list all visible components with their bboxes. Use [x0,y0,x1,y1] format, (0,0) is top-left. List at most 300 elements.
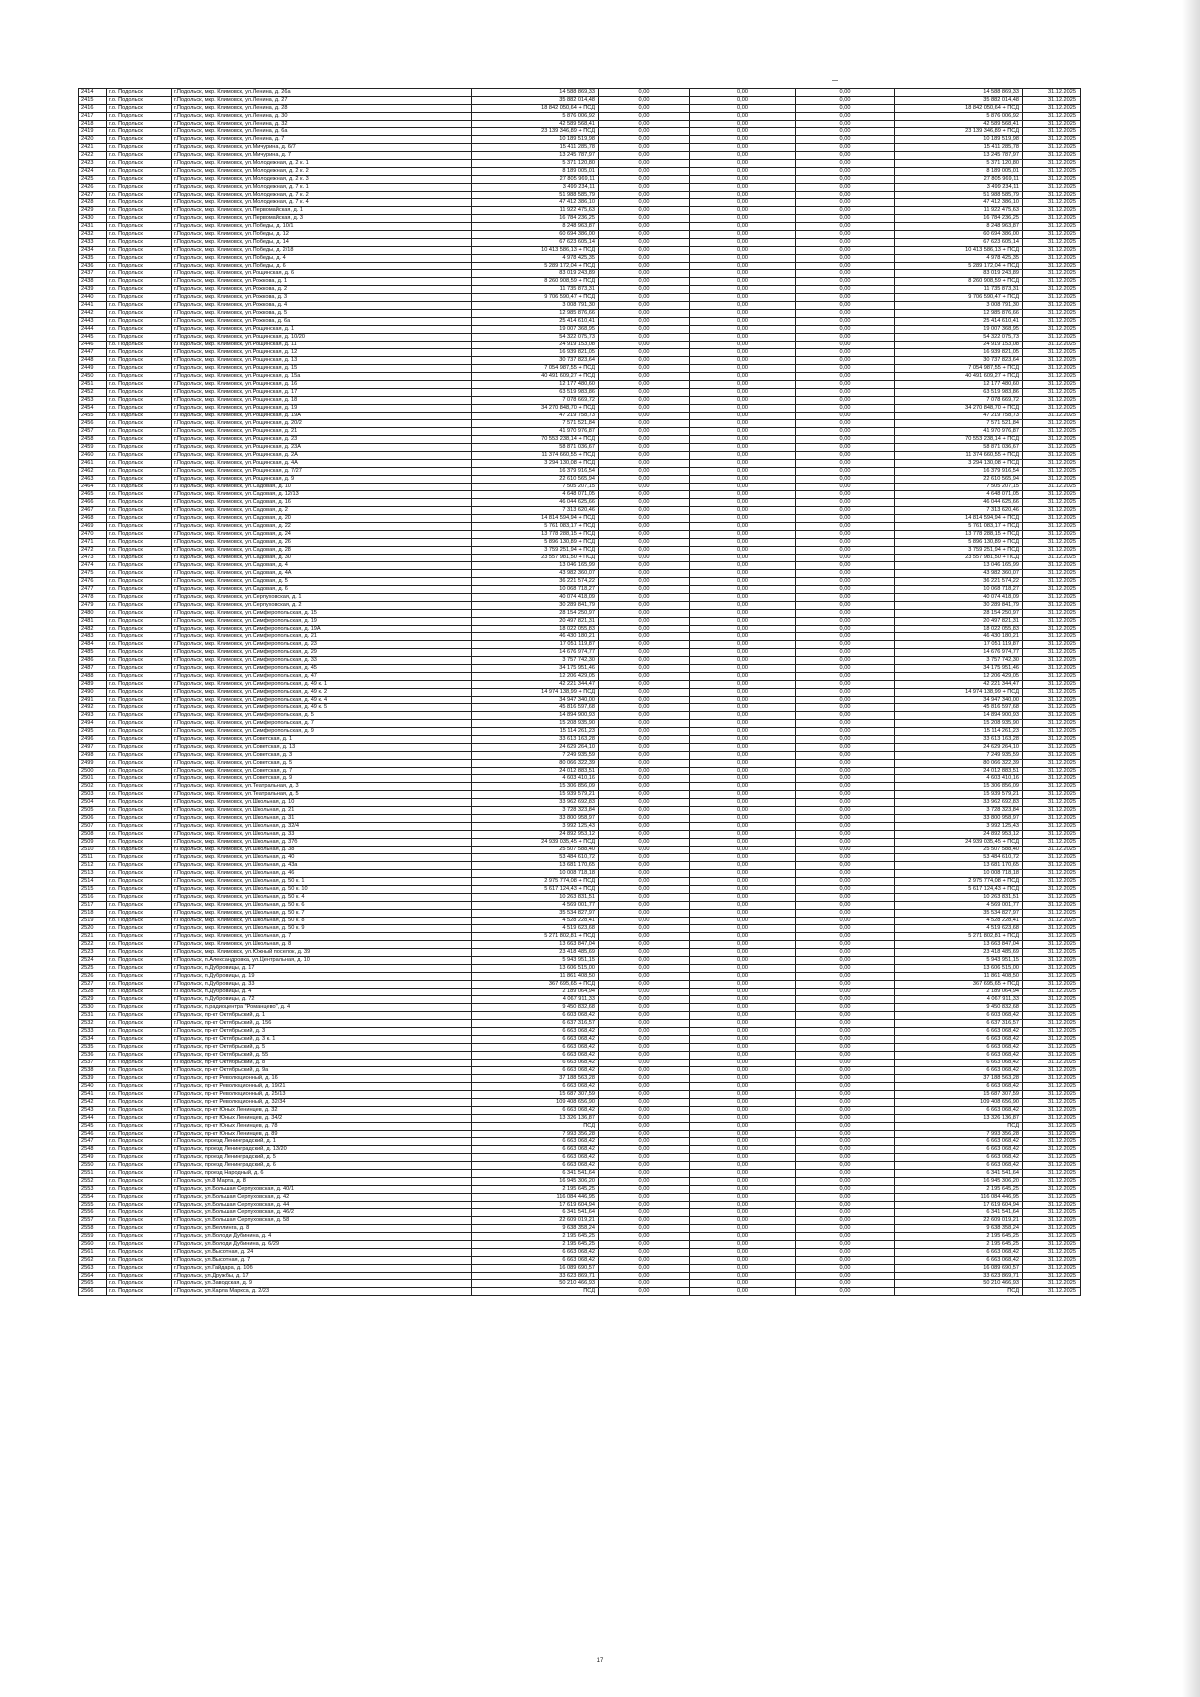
cell-date: 31.12.2025 [1023,688,1081,696]
cell-row-number: 2510 [79,846,107,854]
cell-amount: 5 617 124,43 + ПСД [472,885,599,893]
cell-value-2: 0,00 [690,633,796,641]
cell-date: 31.12.2025 [1023,665,1081,673]
cell-municipality: г.о. Подольск [107,680,172,688]
cell-municipality: г.о. Подольск [107,1248,172,1256]
cell-total: 6 663 068,42 [895,1067,1023,1075]
cell-value-2: 0,00 [690,964,796,972]
cell-municipality: г.о. Подольск [107,1059,172,1067]
table-row [79,1067,1081,1075]
cell-address: г.Подольск, мкр. Климовск, ул.Рощинская, д. 4А [172,459,472,467]
cell-value-2: 0,00 [690,641,796,649]
cell-row-number: 2490 [79,688,107,696]
cell-date: 31.12.2025 [1023,570,1081,578]
cell-date: 31.12.2025 [1023,1004,1081,1012]
table-row [79,522,1081,530]
table-row [79,246,1081,254]
table-row [79,388,1081,396]
cell-value-1: 0,00 [599,1170,690,1178]
cell-amount: 35 882 014,48 [472,96,599,104]
cell-municipality: г.о. Подольск [107,609,172,617]
cell-municipality: г.о. Подольск [107,499,172,507]
cell-date: 31.12.2025 [1023,491,1081,499]
cell-date: 31.12.2025 [1023,444,1081,452]
cell-municipality: г.о. Подольск [107,783,172,791]
cell-total: 25 414 610,41 [895,317,1023,325]
cell-amount: 35 534 827,97 [472,909,599,917]
cell-address: г.Подольск, мкр. Климовск, ул.Южный поселок, д. 39 [172,949,472,957]
cell-value-1: 0,00 [599,294,690,302]
cell-value-3: 0,00 [796,783,895,791]
cell-municipality: г.о. Подольск [107,878,172,886]
cell-municipality: г.о. Подольск [107,688,172,696]
cell-amount: 5 876 006,92 [472,112,599,120]
cell-total: 40 491 609,27 + ПСД [895,373,1023,381]
cell-date: 31.12.2025 [1023,901,1081,909]
cell-address: г.Подольск, мкр. Климовск, ул.Школьная, д. 7 [172,933,472,941]
cell-value-2: 0,00 [690,515,796,523]
cell-value-3: 0,00 [796,246,895,254]
table-row [79,1185,1081,1193]
cell-amount: 33 800 958,97 [472,814,599,822]
cell-total: 11 735 873,31 [895,286,1023,294]
cell-value-1: 0,00 [599,215,690,223]
cell-amount: 40 491 609,27 + ПСД [472,373,599,381]
cell-value-1: 0,00 [599,144,690,152]
cell-total: 7 993 356,28 [895,1130,1023,1138]
cell-address: г.Подольск, мкр. Климовск, ул.Рощинская, д. 23 [172,436,472,444]
cell-date: 31.12.2025 [1023,1177,1081,1185]
cell-date: 31.12.2025 [1023,1075,1081,1083]
cell-value-2: 0,00 [690,941,796,949]
cell-address: г.Подольск, мкр. Климовск, ул.Симферопольская, д. 9 [172,728,472,736]
cell-date: 31.12.2025 [1023,420,1081,428]
cell-row-number: 2447 [79,349,107,357]
table-row [79,594,1081,602]
cell-row-number: 2500 [79,767,107,775]
cell-municipality: г.о. Подольск [107,538,172,546]
cell-total: 34 175 951,46 [895,665,1023,673]
cell-value-3: 0,00 [796,365,895,373]
cell-date: 31.12.2025 [1023,1193,1081,1201]
cell-value-1: 0,00 [599,1027,690,1035]
cell-value-2: 0,00 [690,412,796,420]
cell-address: г.Подольск, мкр. Климовск, ул.Симферопольская, д. 19А [172,625,472,633]
cell-value-1: 0,00 [599,633,690,641]
cell-amount: 42 221 344,47 [472,680,599,688]
cell-total: 13 681 170,65 [895,862,1023,870]
cell-total: 3 992 125,43 [895,822,1023,830]
cell-total: 46 044 625,66 [895,499,1023,507]
cell-row-number: 2470 [79,530,107,538]
table-row [79,420,1081,428]
cell-date: 31.12.2025 [1023,538,1081,546]
table-row [79,160,1081,168]
cell-row-number: 2553 [79,1185,107,1193]
cell-row-number: 2420 [79,136,107,144]
cell-address: г.Подольск, мкр. Климовск, ул.Молодежная, д. 2 к. 3 [172,175,472,183]
cell-row-number: 2545 [79,1122,107,1130]
cell-total: 12 985 876,66 [895,309,1023,317]
cell-date: 31.12.2025 [1023,601,1081,609]
cell-amount: 3 499 234,11 [472,183,599,191]
cell-total: 3 759 251,94 + ПСД [895,546,1023,554]
cell-amount: 13 778 288,15 + ПСД [472,530,599,538]
cell-value-3: 0,00 [796,712,895,720]
cell-total: 9 450 832,68 [895,1004,1023,1012]
cell-value-1: 0,00 [599,594,690,602]
cell-municipality: г.о. Подольск [107,89,172,97]
cell-address: г.Подольск, мкр. Климовск, ул.Молодежная, д. 2 к. 2 [172,167,472,175]
cell-value-2: 0,00 [690,1146,796,1154]
cell-total: 2 975 774,08 + ПСД [895,878,1023,886]
cell-value-2: 0,00 [690,570,796,578]
cell-address: г.Подольск, мкр. Климовск, ул.Школьная, д. 50 к. 4 [172,893,472,901]
cell-value-3: 0,00 [796,1177,895,1185]
cell-total: 11 861 408,50 [895,972,1023,980]
cell-row-number: 2502 [79,783,107,791]
cell-row-number: 2459 [79,444,107,452]
cell-municipality: г.о. Подольск [107,507,172,515]
cell-value-3: 0,00 [796,949,895,957]
cell-amount: 14 814 594,94 + ПСД [472,515,599,523]
cell-address: г.Подольск, мкр. Климовск, ул.Рощинская, д. 18 [172,396,472,404]
cell-row-number: 2489 [79,680,107,688]
cell-municipality: г.о. Подольск [107,349,172,357]
cell-value-1: 0,00 [599,1225,690,1233]
cell-municipality: г.о. Подольск [107,949,172,957]
table-row [79,996,1081,1004]
cell-row-number: 2464 [79,483,107,491]
cell-value-3: 0,00 [796,728,895,736]
cell-row-number: 2546 [79,1130,107,1138]
cell-value-2: 0,00 [690,1004,796,1012]
cell-amount: 6 663 068,42 [472,1106,599,1114]
cell-total: 6 663 068,42 [895,1043,1023,1051]
cell-total: 30 737 823,64 [895,357,1023,365]
table-row [79,396,1081,404]
cell-amount: 8 260 908,59 + ПСД [472,278,599,286]
cell-value-3: 0,00 [796,167,895,175]
cell-value-2: 0,00 [690,846,796,854]
cell-value-2: 0,00 [690,1280,796,1288]
cell-total: 14 814 594,94 + ПСД [895,515,1023,523]
cell-value-3: 0,00 [796,1075,895,1083]
cell-value-3: 0,00 [796,199,895,207]
cell-row-number: 2564 [79,1272,107,1280]
cell-municipality: г.о. Подольск [107,1146,172,1154]
cell-amount: 9 706 590,47 + ПСД [472,294,599,302]
cell-value-1: 0,00 [599,207,690,215]
cell-row-number: 2451 [79,380,107,388]
table-row [79,570,1081,578]
table-row [79,704,1081,712]
cell-value-1: 0,00 [599,870,690,878]
table-row [79,1099,1081,1107]
cell-value-3: 0,00 [796,1059,895,1067]
cell-address: г.Подольск, мкр. Климовск, ул.Симферопольская, д. 21 [172,633,472,641]
cell-municipality: г.о. Подольск [107,144,172,152]
cell-row-number: 2452 [79,388,107,396]
cell-total: 3 757 742,30 [895,657,1023,665]
cell-amount: 3 992 125,43 [472,822,599,830]
cell-address: г.Подольск, п.Александровка, ул.Центральная, д. 10 [172,956,472,964]
cell-date: 31.12.2025 [1023,1035,1081,1043]
cell-total: 13 326 136,87 [895,1114,1023,1122]
cell-value-3: 0,00 [796,759,895,767]
cell-date: 31.12.2025 [1023,522,1081,530]
cell-amount: 15 114 261,23 [472,728,599,736]
cell-value-1: 0,00 [599,830,690,838]
cell-date: 31.12.2025 [1023,672,1081,680]
cell-value-1: 0,00 [599,246,690,254]
cell-address: г.Подольск, мкр. Климовск, ул.Рощинская, д. 7/27 [172,467,472,475]
cell-value-1: 0,00 [599,357,690,365]
cell-address: г.Подольск, мкр. Климовск, ул.Садовая, д. 4 [172,562,472,570]
cell-row-number: 2544 [79,1114,107,1122]
cell-municipality: г.о. Подольск [107,1233,172,1241]
cell-total: 4 519 623,68 [895,925,1023,933]
cell-amount: 9 638 358,24 [472,1225,599,1233]
cell-amount: 47 219 758,73 [472,412,599,420]
cell-value-3: 0,00 [796,893,895,901]
cell-date: 31.12.2025 [1023,223,1081,231]
cell-total: 15 208 935,90 [895,720,1023,728]
cell-value-3: 0,00 [796,309,895,317]
cell-value-1: 0,00 [599,428,690,436]
cell-address: г.Подольск, мкр. Климовск, ул.Рощинская, д. 23А [172,444,472,452]
cell-row-number: 2476 [79,578,107,586]
cell-amount: 16 379 916,54 [472,467,599,475]
cell-value-1: 0,00 [599,365,690,373]
cell-total: 33 962 692,83 [895,799,1023,807]
cell-municipality: г.о. Подольск [107,665,172,673]
cell-address: г.Подольск, мкр. Климовск, ул.Симферопольская, д. 7 [172,720,472,728]
cell-municipality: г.о. Подольск [107,854,172,862]
cell-date: 31.12.2025 [1023,917,1081,925]
cell-date: 31.12.2025 [1023,1146,1081,1154]
cell-amount: 15 939 579,21 [472,791,599,799]
cell-value-2: 0,00 [690,767,796,775]
cell-date: 31.12.2025 [1023,554,1081,562]
cell-amount: 4 648 071,05 [472,491,599,499]
cell-date: 31.12.2025 [1023,144,1081,152]
cell-municipality: г.о. Подольск [107,657,172,665]
cell-date: 31.12.2025 [1023,365,1081,373]
cell-total: 6 663 068,42 [895,1051,1023,1059]
cell-address: г.Подольск, проезд Ленинградский, д. 13/20 [172,1146,472,1154]
cell-row-number: 2481 [79,617,107,625]
cell-value-1: 0,00 [599,657,690,665]
cell-value-1: 0,00 [599,483,690,491]
cell-value-3: 0,00 [796,262,895,270]
cell-value-1: 0,00 [599,578,690,586]
table-row [79,625,1081,633]
cell-address: г.Подольск, мкр. Климовск, ул.Победы, д. 2/18 [172,246,472,254]
cell-value-2: 0,00 [690,649,796,657]
cell-date: 31.12.2025 [1023,1130,1081,1138]
cell-amount: 5 371 120,80 [472,160,599,168]
cell-address: г.Подольск, пр-кт Юных Ленинцев, д. 34/2 [172,1114,472,1122]
cell-address: г.Подольск, ул.Большая Серпуховская, д. 40/1 [172,1185,472,1193]
cell-municipality: г.о. Подольск [107,451,172,459]
cell-row-number: 2506 [79,814,107,822]
table-row [79,1288,1081,1296]
cell-value-1: 0,00 [599,396,690,404]
cell-amount: 15 411 285,78 [472,144,599,152]
cell-value-3: 0,00 [796,1225,895,1233]
cell-value-3: 0,00 [796,215,895,223]
cell-municipality: г.о. Подольск [107,728,172,736]
cell-value-3: 0,00 [796,223,895,231]
cell-row-number: 2477 [79,586,107,594]
cell-value-2: 0,00 [690,1288,796,1296]
cell-value-2: 0,00 [690,972,796,980]
table-row [79,1209,1081,1217]
cell-value-2: 0,00 [690,1035,796,1043]
cell-total: 4 067 911,33 [895,996,1023,1004]
cell-address: г.Подольск, мкр. Климовск, ул.Школьная, д. 32/4 [172,822,472,830]
table-row [79,578,1081,586]
cell-total: 8 248 963,87 [895,223,1023,231]
cell-value-1: 0,00 [599,665,690,673]
cell-address: г.Подольск, мкр. Климовск, ул.Советская, д. 3 [172,751,472,759]
cell-value-1: 0,00 [599,846,690,854]
cell-address: г.Подольск, мкр. Климовск, ул.Рожкова, д. 3 [172,294,472,302]
cell-value-2: 0,00 [690,1185,796,1193]
cell-municipality: г.о. Подольск [107,972,172,980]
cell-value-3: 0,00 [796,412,895,420]
cell-address: г.Подольск, пр-кт Революционный, д. 19/21 [172,1083,472,1091]
cell-value-3: 0,00 [796,491,895,499]
cell-value-3: 0,00 [796,507,895,515]
table-row [79,925,1081,933]
cell-value-2: 0,00 [690,783,796,791]
cell-total: 6 663 068,42 [895,1083,1023,1091]
cell-value-2: 0,00 [690,1248,796,1256]
cell-value-2: 0,00 [690,483,796,491]
cell-value-2: 0,00 [690,704,796,712]
cell-row-number: 2423 [79,160,107,168]
cell-amount: 6 663 068,42 [472,1059,599,1067]
cell-row-number: 2499 [79,759,107,767]
cell-address: г.Подольск, мкр. Климовск, ул.Садовая, д. 20 [172,515,472,523]
cell-date: 31.12.2025 [1023,396,1081,404]
cell-date: 31.12.2025 [1023,925,1081,933]
cell-municipality: г.о. Подольск [107,751,172,759]
cell-amount: 3 759 251,94 + ПСД [472,546,599,554]
cell-amount: 6 663 068,42 [472,1083,599,1091]
table-row [79,688,1081,696]
cell-value-2: 0,00 [690,680,796,688]
cell-value-2: 0,00 [690,988,796,996]
cell-row-number: 2551 [79,1170,107,1178]
cell-value-3: 0,00 [796,988,895,996]
cell-date: 31.12.2025 [1023,933,1081,941]
cell-amount: 7 571 521,84 [472,420,599,428]
cell-address: г.Подольск, пр-кт Юных Ленинцев, д. 32 [172,1106,472,1114]
cell-value-3: 0,00 [796,396,895,404]
cell-total: 5 896 130,89 + ПСД [895,538,1023,546]
cell-value-2: 0,00 [690,901,796,909]
cell-value-2: 0,00 [690,1099,796,1107]
table-row [79,317,1081,325]
cell-value-2: 0,00 [690,617,796,625]
cell-date: 31.12.2025 [1023,1280,1081,1288]
cell-value-3: 0,00 [796,112,895,120]
cell-value-1: 0,00 [599,436,690,444]
cell-address: г.Подольск, мкр. Климовск, ул.Мичурина, д. 7 [172,152,472,160]
cell-value-1: 0,00 [599,988,690,996]
cell-amount: 4 528 228,41 [472,917,599,925]
cell-value-3: 0,00 [796,917,895,925]
cell-address: г.Подольск, мкр. Климовск, ул.Садовая, д. 5 [172,578,472,586]
cell-row-number: 2448 [79,357,107,365]
cell-municipality: г.о. Подольск [107,412,172,420]
cell-value-2: 0,00 [690,294,796,302]
cell-value-3: 0,00 [796,1114,895,1122]
cell-value-2: 0,00 [690,1162,796,1170]
cell-value-2: 0,00 [690,325,796,333]
cell-value-3: 0,00 [796,964,895,972]
cell-municipality: г.о. Подольск [107,1106,172,1114]
cell-row-number: 2424 [79,167,107,175]
cell-date: 31.12.2025 [1023,483,1081,491]
cell-date: 31.12.2025 [1023,830,1081,838]
cell-value-2: 0,00 [690,909,796,917]
cell-date: 31.12.2025 [1023,1248,1081,1256]
cell-date: 31.12.2025 [1023,231,1081,239]
table-row [79,1114,1081,1122]
table-row [79,333,1081,341]
cell-value-1: 0,00 [599,1280,690,1288]
cell-address: г.Подольск, ул.Заводская, д. 9 [172,1280,472,1288]
cell-municipality: г.о. Подольск [107,444,172,452]
cell-municipality: г.о. Подольск [107,199,172,207]
cell-value-2: 0,00 [690,530,796,538]
cell-value-1: 0,00 [599,349,690,357]
table-row [79,751,1081,759]
cell-value-1: 0,00 [599,309,690,317]
cell-municipality: г.о. Подольск [107,238,172,246]
cell-value-3: 0,00 [796,1193,895,1201]
cell-row-number: 2462 [79,467,107,475]
cell-total: 16 784 236,25 [895,215,1023,223]
cell-date: 31.12.2025 [1023,333,1081,341]
cell-row-number: 2478 [79,594,107,602]
cell-municipality: г.о. Подольск [107,491,172,499]
table-row [79,412,1081,420]
cell-amount: 5 761 083,17 + ПСД [472,522,599,530]
cell-value-2: 0,00 [690,262,796,270]
cell-value-1: 0,00 [599,1043,690,1051]
table-row [79,1059,1081,1067]
cell-value-1: 0,00 [599,736,690,744]
cell-value-1: 0,00 [599,341,690,349]
cell-row-number: 2555 [79,1201,107,1209]
cell-municipality: г.о. Подольск [107,530,172,538]
cell-row-number: 2446 [79,341,107,349]
cell-amount: 4 978 425,35 [472,254,599,262]
cell-value-2: 0,00 [690,672,796,680]
cell-row-number: 2507 [79,822,107,830]
cell-municipality: г.о. Подольск [107,696,172,704]
cell-date: 31.12.2025 [1023,270,1081,278]
cell-address: г.Подольск, ул.Высотная, д. 24 [172,1248,472,1256]
cell-municipality: г.о. Подольск [107,175,172,183]
cell-row-number: 2532 [79,1020,107,1028]
cell-row-number: 2493 [79,712,107,720]
